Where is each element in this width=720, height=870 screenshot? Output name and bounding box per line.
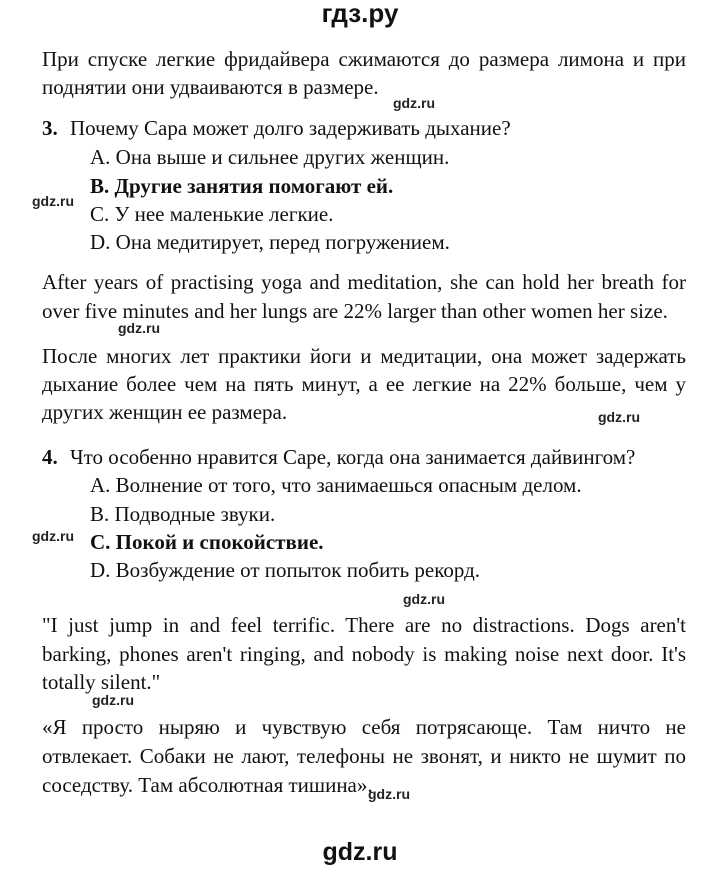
english1-line-1: After years of practising yoga and meditation, she can hold her breath for bbox=[42, 270, 686, 294]
q4-option-d: D. Возбуждение от попыток побить рекорд. bbox=[90, 558, 481, 582]
q3-option-b: B. Другие занятия помогают ей. bbox=[90, 174, 394, 198]
english1-line-2: over five minutes and her lungs are 22% larger than other women her size. bbox=[42, 299, 668, 323]
intro-line-2: поднятии они удваиваются в размере. bbox=[42, 75, 379, 99]
q3-question: Почему Сара может долго задерживать дыхание? bbox=[70, 116, 511, 140]
russian1-line-3: других женщин ее размера. bbox=[42, 400, 288, 424]
q4-option-a: A. Волнение от того, что занимаешься опасным делом. bbox=[90, 473, 582, 497]
q3-option-c: C. У нее маленькие легкие. bbox=[90, 202, 334, 226]
english2-line-2: barking, phones aren't ringing, and nobody is making noise next door. It's bbox=[42, 642, 686, 666]
russian1-line-1: После многих лет практики йоги и медитации, она может задержать bbox=[42, 344, 686, 368]
english2-line-1: "I just jump in and feel terrific. There are no distractions. Dogs aren't bbox=[42, 613, 686, 637]
q3-number: 3. bbox=[42, 116, 58, 140]
russian2-line-2: отвлекает. Собаки не лают, телефоны не звонят, и никто не шумит по bbox=[42, 744, 686, 768]
watermark: gdz.ru bbox=[368, 786, 410, 802]
q3-option-d: D. Она медитирует, перед погружением. bbox=[90, 230, 450, 254]
watermark: gdz.ru bbox=[32, 193, 74, 209]
intro-line-1: При спуске легкие фридайвера сжимаются до размера лимона и при bbox=[42, 47, 686, 71]
q4-option-b: B. Подводные звуки. bbox=[90, 502, 276, 526]
russian2-line-3: соседству. Там абсолютная тишина». bbox=[42, 773, 373, 797]
russian1-line-2: дыхание более чем на пять минут, а ее легкие на 22% больше, чем у bbox=[42, 372, 686, 396]
q4-number: 4. bbox=[42, 445, 58, 469]
watermark: gdz.ru bbox=[118, 320, 160, 336]
q3-option-a: A. Она выше и сильнее других женщин. bbox=[90, 145, 450, 169]
q4-question: Что особенно нравится Саре, когда она занимается дайвингом? bbox=[70, 445, 636, 469]
page-header: гдз.ру bbox=[321, 0, 399, 28]
q4-option-c: C. Покой и спокойствие. bbox=[90, 530, 324, 554]
watermark: gdz.ru bbox=[403, 591, 445, 607]
russian2-line-1: «Я просто ныряю и чувствую себя потрясающе. Там ничто не bbox=[42, 715, 686, 739]
english2-line-3: totally silent." bbox=[42, 670, 161, 694]
watermark: gdz.ru bbox=[92, 692, 134, 708]
watermark: gdz.ru bbox=[32, 528, 74, 544]
page-footer: gdz.ru bbox=[322, 838, 398, 866]
watermark: gdz.ru bbox=[393, 95, 435, 111]
watermark: gdz.ru bbox=[598, 409, 640, 425]
